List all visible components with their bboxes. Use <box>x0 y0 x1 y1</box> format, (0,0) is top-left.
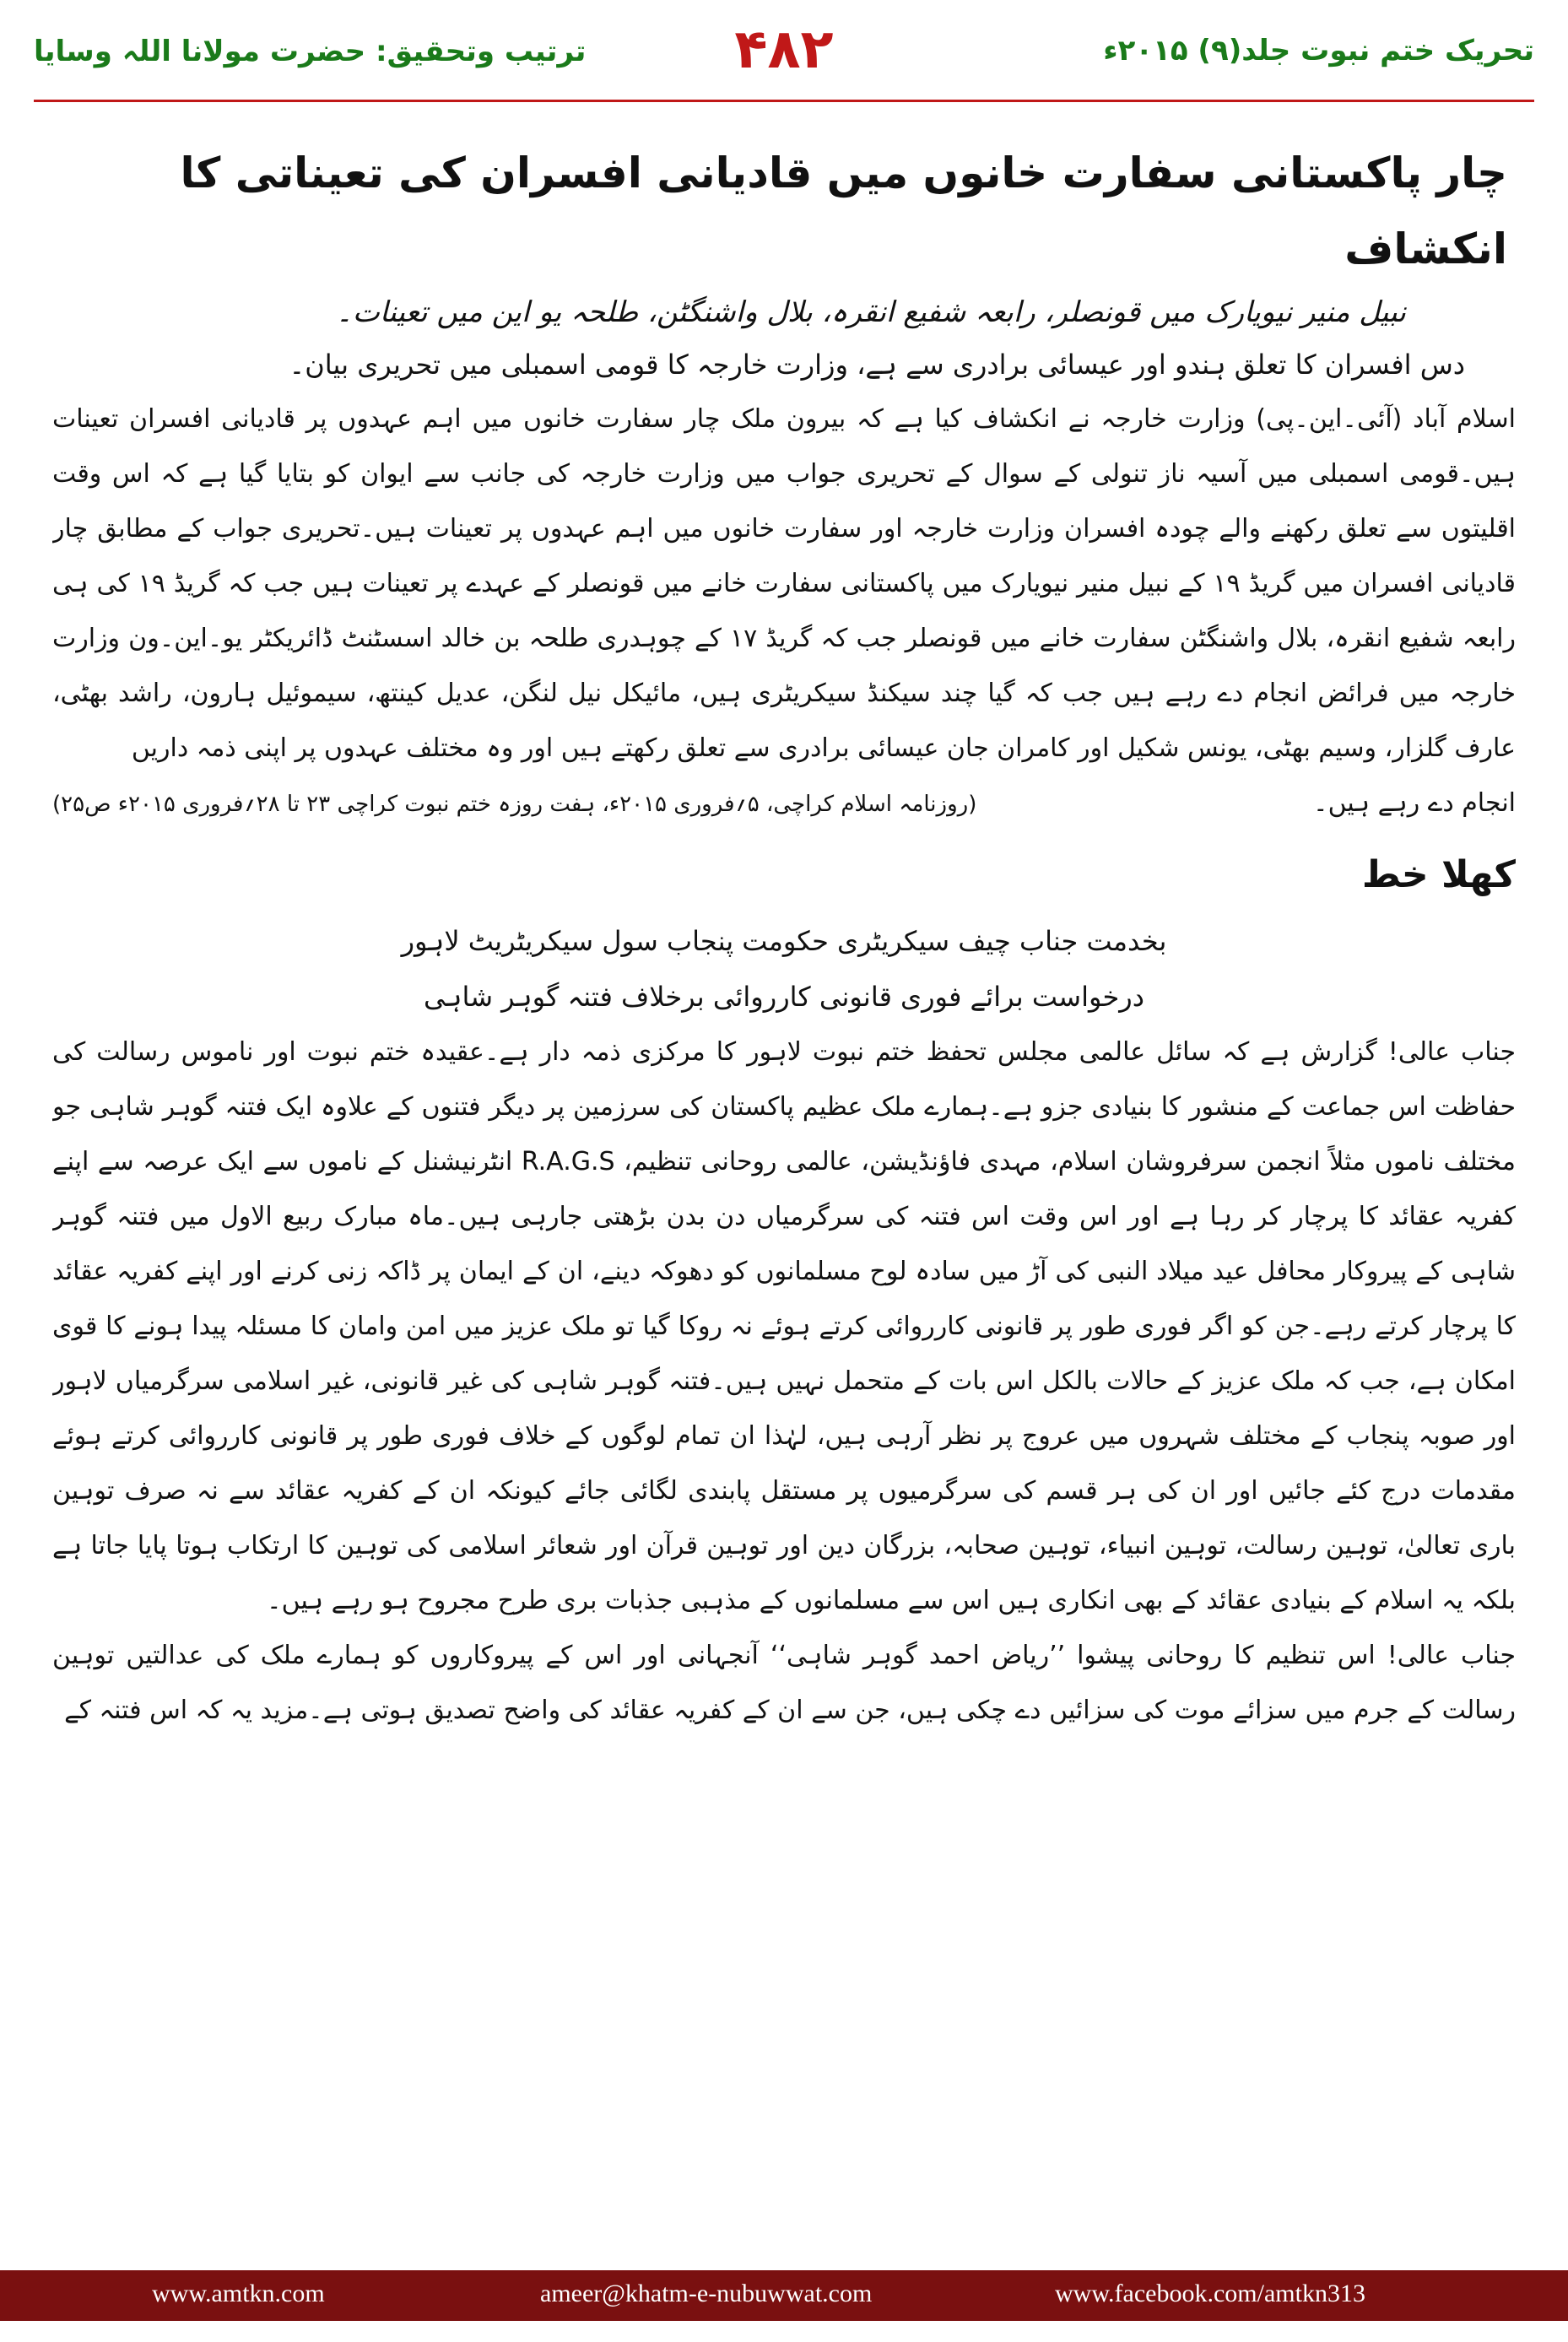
article-ending-row <box>52 776 1516 832</box>
book-title: تحریک ختم نبوت جلد(۹) ۲۰۱۵ء <box>1103 34 1534 68</box>
letter-paragraph-2: جناب عالی! اس تنظیم کا روحانی پیشوا ’’ریاض احمد گوہر شاہی‘‘ آنجہانی اور اس کے پیروکاروں کو ہمارے ملک کی عدالتیں توہین رسالت کے جرم میں سزائے موت کی سزائیں دے چکی ہیں، جن سے ان کے کفریہ عقائد کی واضح تصدیق ہوتی ہے۔مزید یہ کہ اس فتنہ کے <box>52 1641 1516 1725</box>
letter-paragraph: جناب عالی! گزارش ہے کہ سائل عالمی مجلس تحفظ ختم نبوت لاہور کا مرکزی ذمہ دار ہے۔عقیدہ ختم نبوت اور ناموس رسالت کی حفاظت اس جماعت کے منشور کا بنیادی جزو ہے۔ہمارے ملک عظیم پاکستان کی سرزمین پر دیگر فتنوں کے علاوہ ایک فتنہ گوہر شاہی جو مختلف ناموں مثلاً انجمن سرفروشان اسلام، مہدی فاؤنڈیشن، عالمی روحانی تنظیم، R.A.G.S انٹرنیشنل کے ناموں سے ایک عرصہ سے اپنے کفریہ عقائد کا پرچار کر رہا ہے اور اس وقت اس فتنہ کی سرگرمیاں دن بدن بڑھتی جارہی ہیں۔ماہ مبارک ربیع الاول میں فتنہ گوہر شاہی کے پیروکار محافل عید میلاد النبی کی آڑ میں سادہ لوح مسلمانوں کو دھوکہ دینے، ان کے ایمان پر ڈاکہ زنی کرنے اور اپنے کفریہ عقائد کا پرچار کرتے رہے۔جن کو اگر فوری طور پر قانونی کارروائی کرتے ہوئے نہ روکا گیا تو ملک عزیز میں امن وامان کا مسئلہ پیدا ہونے کا قوی امکان ہے، جب کہ ملک عزیز کے حالات بالکل اس بات کے متحمل نہیں ہیں۔فتنہ گوہر شاہی کی غیر قانونی، غیر اسلامی سرگرمیاں لاہور اور صوبہ پنجاب کے مختلف شہروں میں عروج پر نظر آرہی ہیں، لہٰذا ان تمام لوگوں کے خلاف فوری طور پر قانونی کارروائی کرتے ہوئے مقدمات درج کئے جائیں اور ان کی ہر قسم کی سرگرمیوں پر مستقل پابندی لگائی جائے کیونکہ ان کے کفریہ عقائد سے نہ صرف توہین باری تعالیٰ، توہین رسالت، توہین انبیاء، توہین صحابہ، بزرگان دین اور توہین قرآن اور شعائر اسلامی کی توہین کا ارتکاب ہوتا پایا جاتا ہے بلکہ یہ اسلام کے بنیادی عقائد کے بھی انکاری ہیں اس سے مسلمانوں کے مذہبی جذبات بری طرح مجروح ہو رہے ہیں۔ <box>52 1037 1516 1615</box>
email-link[interactable]: ameer@khatm-e-nubuwwat.com <box>540 2280 873 2307</box>
letter-address: بخدمت جناب چیف سیکریٹری حکومت پنجاب سول سیکریٹریٹ لاہور <box>401 925 1167 957</box>
facebook-link[interactable]: www.facebook.com/amtkn313 <box>1055 2280 1365 2307</box>
page-number: ۴۸۲ <box>734 19 834 81</box>
article-headline: چار پاکستانی سفارت خانوں میں قادیانی افسران کی تعیناتی کا انکشاف <box>180 149 1507 273</box>
header-divider <box>34 100 1534 102</box>
article-subhead-secondary: دس افسران کا تعلق ہندو اور عیسائی برادری سے ہے، وزارت خارجہ کا قومی اسمبلی میں تحریری بیان۔ <box>289 349 1465 381</box>
website-link[interactable]: www.amtkn.com <box>152 2280 325 2307</box>
article-subhead: نبیل منیر نیویارک میں قونصلر، رابعہ شفیع انقرہ، بلال واشنگٹن، طلحہ یو این میں تعینات۔ <box>335 295 1406 329</box>
letter-title: کھلا خط <box>1361 853 1516 896</box>
page-content <box>52 135 1516 2253</box>
letter-subject: درخواست برائے فوری قانونی کارروائی برخلاف فتنہ گوہر شاہی <box>424 981 1144 1013</box>
article-citation: (روزنامہ اسلام کراچی، ۵؍فروری ۲۰۱۵ء، ہفت روزہ ختم نبوت کراچی ۲۳ تا ۲۸؍فروری ۲۰۱۵ء ص۲۵) <box>52 792 977 817</box>
article-body: اسلام آباد (آئی۔این۔پی) وزارت خارجہ نے انکشاف کیا ہے کہ بیرون ملک چار سفارت خانوں میں اہم عہدوں پر قادیانی افسران تعینات ہیں۔قومی اسمبلی میں آسیہ ناز تنولی کے سوال کے تحریری جواب میں وزارت خارجہ کی جانب سے ایوان کو بتایا گیا ہے کہ اس وقت اقلیتوں سے تعلق رکھنے والے چودہ افسران وزارت خارجہ اور سفارت خانوں میں اہم عہدوں پر تعینات ہیں۔تحریری جواب کے مطابق چار قادیانی افسران میں گریڈ ۱۹ کے نبیل منیر نیویارک میں پاکستانی سفارت خانے میں قونصلر کے عہدے پر تعینات ہیں جب کہ گریڈ ۱۹ کی ہی رابعہ شفیع انقرہ، بلال واشنگٹن سفارت خانے میں قونصلر جب کہ گریڈ ۱۷ کے چوہدری طلحہ بن خالد اسسٹنٹ ڈائریکٹر یو۔این۔ون وزارت خارجہ میں فرائض انجام دے رہے ہیں جب کہ گیا چند سیکنڈ سیکریٹری ہیں، مائیکل نیل لنگن، عدیل کینتھ، سیموئیل ہارون، راشد بھٹی، عارف گلزار، وسیم بھٹی، یونس شکیل اور کامران جان عیسائی برادری سے تعلق رکھتے ہیں اور وہ مختلف عہدوں پر اپنی ذمہ داریں <box>52 404 1516 763</box>
page-header <box>0 0 1568 118</box>
article-body-end: انجام دے رہے ہیں۔ <box>1313 788 1516 818</box>
page-footer <box>0 2270 1568 2321</box>
compiler-credit: ترتیب وتحقیق: حضرت مولانا اللہ وسایا <box>34 35 587 68</box>
